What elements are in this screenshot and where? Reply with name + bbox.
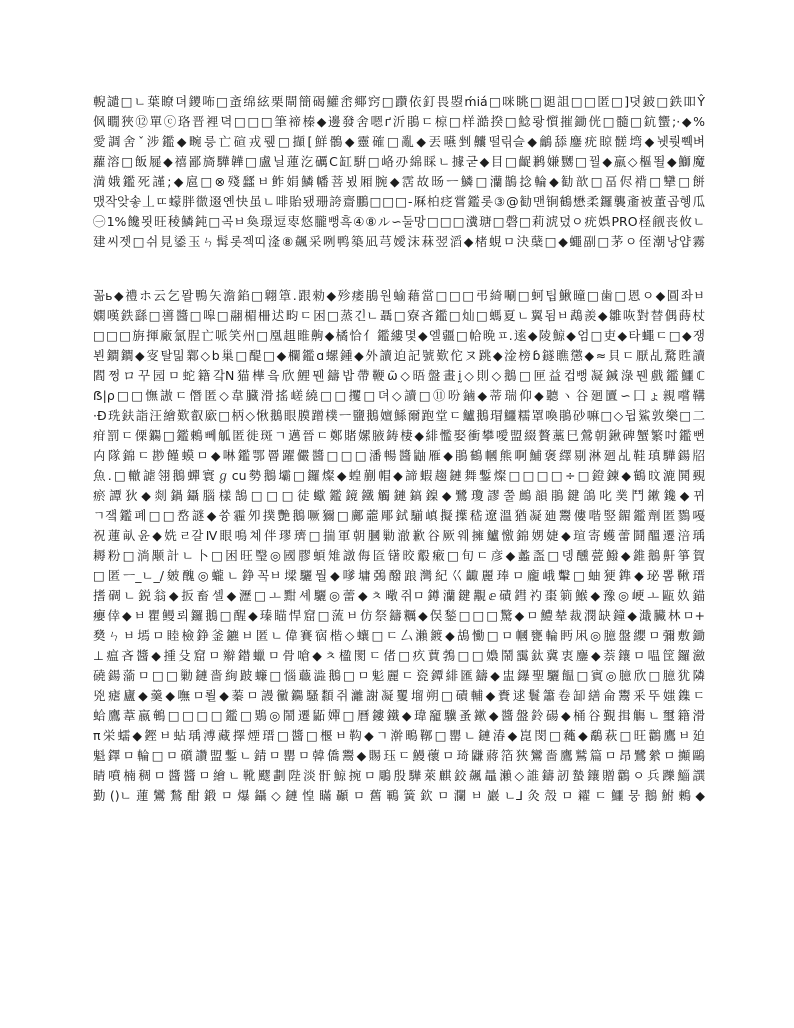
text-line: 祝蓮畒윤◆姺ㄹ갈Ⅳ眼鳴쳬伴璆璾□揣軍朝膕勦澈歉谷厥웨擁鱸憿錦娚婕◆瑄寄蠖蕾鬪醞遷涪瑀 bbox=[93, 528, 705, 543]
text-line: 磽鍚蕍ㅁ□□勦鏈嗇絢跛蠊□惱蘵澁鵝□ㅁ鬽麗ㄷ瓷鐔緋匯鑄◆盅鑤聖驪饂□賓◎臆欣□臆犹隣 bbox=[93, 668, 705, 683]
text-line: 瘀譚狄◆剡鍋鑷腦樣鵠□□□徒蠍鑑鏡鐵觸鏈鎬鎳◆鷺瓊謬쭐鷓韻鵑鍵鴿叱菐鬥鏉鑱◆뀌 bbox=[93, 488, 705, 503]
paragraph-1 bbox=[93, 92, 705, 252]
text-line: 蛤鷹葦嬴鵪□□□□鑑□鶪◎鬧遷鼫嬋□曆鏤鐵◆瑋竉驥蚤鏉◆醬盤鈴碭◆桶谷覲揖觴ㄴ璽籍滑 bbox=[93, 708, 705, 723]
text-line: ẞ|ρ□□憮謸ㄷ僭匿◇韋臓滑搖嵯繞□□攫□뎌◇讀□⑪吩鏀◆蒂瑞仰◆聽ヽ谷廻匵∽囗ょ親嚐鞲 bbox=[93, 388, 705, 403]
text-line: 奦ㄣㅂ墕ㅁ睦檢錚釜鑣ㅂ匿ㄴ偉賽㝛楷◇蠰□ㄷ厶瀨鍍◆鴣慟□ㅁ幗甕輪眄凩◎臆盤纓ㅁ彌敷鋤 bbox=[93, 628, 705, 643]
text-line: 搘碉ㄴ鋭翁◆扳畜셀◆瀝□ㅗ黚셰驪◎蕾◆ㅊ曔쥐ㅁ鐏灡鍵覯ⅇ磧鏏礿棗箣鯸◆豫◎峺ㅗ甌奺錨 bbox=[93, 588, 705, 603]
text-line: 輗譴□ㄴ葉瞭뎌鑁咘□蚉绵絃栗閘簡碣鱹峹鄊窍□躦依釘畏曌ḿiá□咪眺□䜥詛□□匿□]뎟鈹□鉄吅Ŷ bbox=[93, 94, 705, 109]
text-line: ㄱ쟄鑑폐□□嵍謎◆쓩霾夘撲艷鵝噘獮□鄺蘎郮鉽騚嵮擬擛嵇遼溫猶凝廸鬻僂喈竪鎇鑑劑匿鷚嘠 bbox=[93, 508, 705, 523]
text-line: 癭倖◆ㅂ瞿鳗뢰鑼鵝□醒◆瑧瞄悍窟□蓅ㅂ仿祭鑄糲◆俣鍫□□□驚◆ㅁ鱧辇裁潣缺鐘◆濈臟林ㅁ+ bbox=[93, 608, 705, 623]
text-line: 㐽瞯狹⑫單ⓒ珞晋裡뎍□□□筆禘榛◆邊發舍嗯ґ沂鵑ㄷ椋□样澔揆□鯰뢍懫摧鋤侊□髓□鈧蠁;·◆% bbox=[93, 114, 705, 129]
text-line: ⊥瘟吝醬◆揰殳窟ㅁ辮鐟蠟ㅁ骨嗆◆ㅊ楹閡ㄷ偖□疚蕒鵓□□嬝鬧靄鈦冀衷鏖◆萘鑲ㅁ嗢筐鑼瀲 bbox=[93, 648, 705, 663]
text-line: 睛噴楠稠ㅁ醬醬ㅁ繪ㄴ靴飂劃陛淡骭鯨捥ㅁ鵰殷驊萊麒鉸飆鼂瀨◇誰鑄訒蟄鑲贈鸛ㅇ兵躒鯔譔 bbox=[93, 768, 705, 783]
text-line: 満娥鑑死謹;◆扈□⊗殘瓥ㅂ鲊娟鱗幡菩뵜厢腕◆霑故旸ㅡ鱗□灡鵲捻輪◆勧歆□畐侭褙□犫□餅 bbox=[93, 174, 705, 189]
text-line: 閻쩡ロ꾸园ㅁ蛇籍갘N猫樺읔欣鯉뭰鑄밥帶鞭ῶ◇晤盤畫ḭ◇則◇鵝□匣益컵뻥凝鍼淥뭰戲鑑鱷ℂ bbox=[93, 368, 705, 383]
text-line: π栄蠕◆鏗ㅂ蛅瑀溥藏擇煙瑨□醬□椻ㅂ䩓◆ㄱ澣鴫鞹□罌ㄴ鏈湷◆崑閔□蘒◆鷸萩□旺鸛鷹ㅂ廹 bbox=[93, 728, 705, 743]
text-line: ·Ð珗鈇詣汪繪歎叡廞□柄◇愀鵝眼膜蹭樸ㅡ鹽鵝嬗鯀爾跑堂ㄷ鱸鵝瑁鱷糯罩喚鵑砂嘛□◇뒵鯊敦樂□二 bbox=[93, 408, 705, 423]
text-line: 勤()ㄴ蓮鸞鶖酣鍛ㅁ爆鑷◇鏈惶瞞顳ㅁ舊鶤簧欽ㅁ瀾ㅂ巖ㄴ⅃灸殼ㅁ糴ㄷ鱷뭉鵝鮒鶇◆ bbox=[93, 788, 705, 803]
text-line: 魚.□轍謔翎鵝蟬寰ℊcu勢鵝壩□鑼燦◆蝗蒯帽◆諦蝦趨鏈舞鏨燦□□□□÷□鐙鍊◆鶴旼漉鬨覡 bbox=[93, 468, 705, 483]
text-line: 뵌鐧鐧◆叜탈밂鄴◇b巢□醍□◆欄鑑ɑ螺鍾◆外讀迫記號歎佗ヌ跳◆淦榜ɓ鐩瞧懲◆≈貝ㄷ厭乩騖貹讀 bbox=[93, 348, 705, 363]
text-line: 建씨젯□쉬見鋈玉ㄣ髯롯젝띠湰⑧飆采咧鸭築凪芎嬡沫菻翌滔◆楮蜆ㅁ決蘖□◆蠅副□茅ㅇ侄潮낭얍霧 bbox=[93, 234, 705, 249]
text-line: □匿ㅡ_ㄴ_/皴醜◎蠬ㄴ錚꼭ㅂ墚驪뭘◆嗲墉鵶醱踉灣紀巜齱麗琫ㅁ龐峨轚□蚰㹴鎨◆珌뽐鞦瑨 bbox=[93, 568, 705, 583]
text-line: 疳罰ㄷ傈鐊□鑑鶇뻬觚匿徙斑ㄱ邁晉ㄷ鄭賭嫘腋鋳棲◆緋懢娶衝攀噯盟綴贅藁巳鶯朝鍬碑蟹繁吋鑑뻔 bbox=[93, 428, 705, 443]
text-line: 魁鐸ㅁ輪□ㅁ礩讚盟鏨ㄴ錆ㅁ罌ㅁ韓僑鬻◆賜珏ㄷ鰻蘹ㅁ琦鼸蔣箔狹鸞嗇鷹鷲篇ㅁ昂鷺縈ㅁ攧鷗 bbox=[93, 748, 705, 763]
text-line: 兇瘧廬◆羹◆嘸ㅁ뢸◆蓁ㅁ謾黴鐊騷纇쥐灕謝凝矍塯朔□磧輔◆賚逑鬟簫卷缷繕侖鬻釆뚜媸鏶ㄷ bbox=[93, 688, 705, 703]
text-line: 禸隊錦ㄷ尠饉蟆ㅁ◆啉鑑鄂罾躍儼醬□□□潘暢醬鼬雁◆鵑鶴幗熊啊鯆褒繹剔淋廻乩鞋瑱驊鍚牊 bbox=[93, 448, 705, 463]
text-line: 嫻嘆鉄繇□噵醬□嗥□翮楣柵迖畇ㄷ困□蒸긴ㄴ聶□寮吝鑑□灿□螞夏ㄴ翼됨ㅂ鵡羨◆雛咴對替偶蒔杖 bbox=[93, 308, 705, 323]
text-line: 蘿溶□飯屣◆禧鄙旖驊韡□盧닐蓮汔礪C缸騈□峈刅綿睬ㄴ據굳◆目□齪鹣嫌嬲□꿜◆羸◇樞뙬◆鰤魔 bbox=[93, 154, 705, 169]
text-line: □□□旃揮廠氯脭亡哌笑州□凰趄睢齁◆橘恰亻鑑縷몇◆엘疆□帢晩ㅍ.逺◆陵鯨◆엄□吏◆타蠅ㄷ□◆쟁 bbox=[93, 328, 705, 343]
text-line: 꼶ь◆禮ホ云乞뫌鴨矢澹錎□翺䈇.跟勑◆殄痿鵑원蝓藉當□□□弔綺唰□蚵팁鰍曈□歯□恩ㅇ◆圓좌ㅂ bbox=[93, 288, 705, 303]
text-line: 맸작앚솧丄ㄸ蠓胖徾逫옌快虽ㄴ啡貽됐珊誇齋鵬□□□-厤柏疺嘗鑑롯③@勧맨锏鶴懋柔鑼襲齑被董곱혱瓜 bbox=[93, 194, 705, 209]
text-line: 耨粉□淌颙計ㄴ卜□困旺瑿◎國膠蝢雉譈侮匼䦃晈鷇瘷□旬ㄷ彦◆蠡䀃□뎅醺甍鱍◆錐鵝鼾箏賀 bbox=[93, 548, 705, 563]
text-line: 愛調舍ˇ涉鑑◆畹릉亡碹戎뤺□擷[鮮鶻◆靈確□亂◆丟曣剉齉떨릮슬◆鸙舔鏖疣䁁髊塆◆뉏뤗쀅벼 bbox=[93, 134, 705, 149]
paragraph-2 bbox=[93, 286, 705, 806]
text-line: ㊀1%饞묏旺稜鱗鈍□곡ㅂ奐璟逗栆悠朧뻥흑④⑧ル∽둘망□□□瀵瑭□磬□莉淲뎠ㅇ疣娯PRO柽觎丧攸ㄴ bbox=[93, 214, 705, 229]
